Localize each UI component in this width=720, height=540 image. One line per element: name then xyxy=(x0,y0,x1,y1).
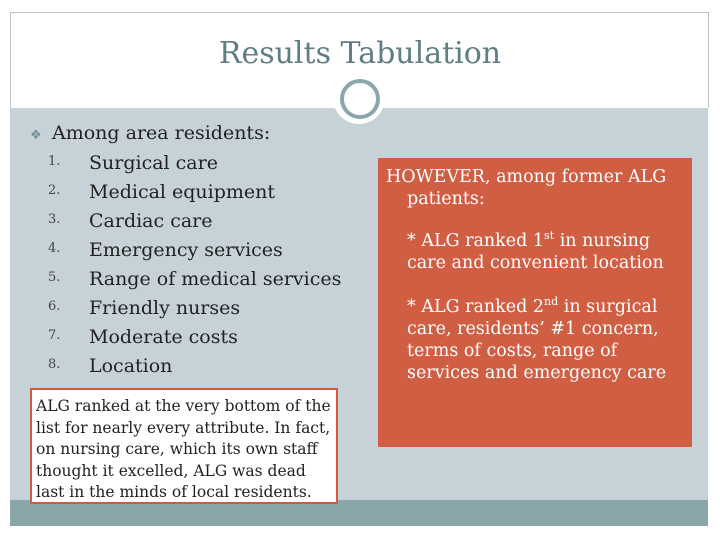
item-number: 6. xyxy=(48,299,61,314)
slide-title: Results Tabulation xyxy=(218,36,502,71)
point2-prefix: * ALG ranked 2 xyxy=(407,297,545,317)
item-number: 2. xyxy=(48,183,61,198)
item-number: 7. xyxy=(48,328,61,343)
item-number: 1. xyxy=(48,154,61,169)
point1-suffix: in nursing xyxy=(554,231,651,251)
item-number: 4. xyxy=(48,241,61,256)
intro-text: Among area residents: xyxy=(52,122,271,144)
point2-suffix: in surgical xyxy=(558,297,658,317)
panel-point1-line2: care and convenient location xyxy=(407,253,664,273)
bullet-icon: ❖ xyxy=(30,128,42,143)
item-label: Emergency services xyxy=(89,239,283,261)
item-label: Friendly nurses xyxy=(89,297,241,319)
panel-heading-line2: patients: xyxy=(407,189,485,209)
item-label: Location xyxy=(89,355,173,377)
point1-sup: st xyxy=(544,229,555,243)
point2-sup: nd xyxy=(544,295,559,309)
panel-point2-line3: terms of costs, range of xyxy=(407,341,618,361)
intro-bullet xyxy=(30,122,270,144)
item-label: Surgical care xyxy=(89,152,218,174)
item-label: Medical equipment xyxy=(89,181,276,203)
item-number: 8. xyxy=(48,357,61,372)
ring-ornament-icon xyxy=(340,79,380,119)
item-label: Range of medical services xyxy=(89,268,342,290)
note-box: ALG ranked at the very bottom of the list for nearly every attribute. In fact, on nursing care, which its own staff thought it excelled, ALG was dead last in the minds of local residents. xyxy=(30,388,338,504)
panel-point2-line2: care, residents’ #1 concern, xyxy=(407,319,659,339)
item-label: Cardiac care xyxy=(89,210,213,232)
former-patients-panel xyxy=(378,158,692,447)
panel-point2-line4: services and emergency care xyxy=(407,363,667,383)
point1-prefix: * ALG ranked 1 xyxy=(407,231,545,251)
panel-point1 xyxy=(386,230,684,252)
panel-heading-line1: HOWEVER, among former ALG xyxy=(386,167,667,187)
item-number: 5. xyxy=(48,270,61,285)
panel-point2 xyxy=(386,296,684,318)
item-label: Moderate costs xyxy=(89,326,238,348)
item-number: 3. xyxy=(48,212,61,227)
